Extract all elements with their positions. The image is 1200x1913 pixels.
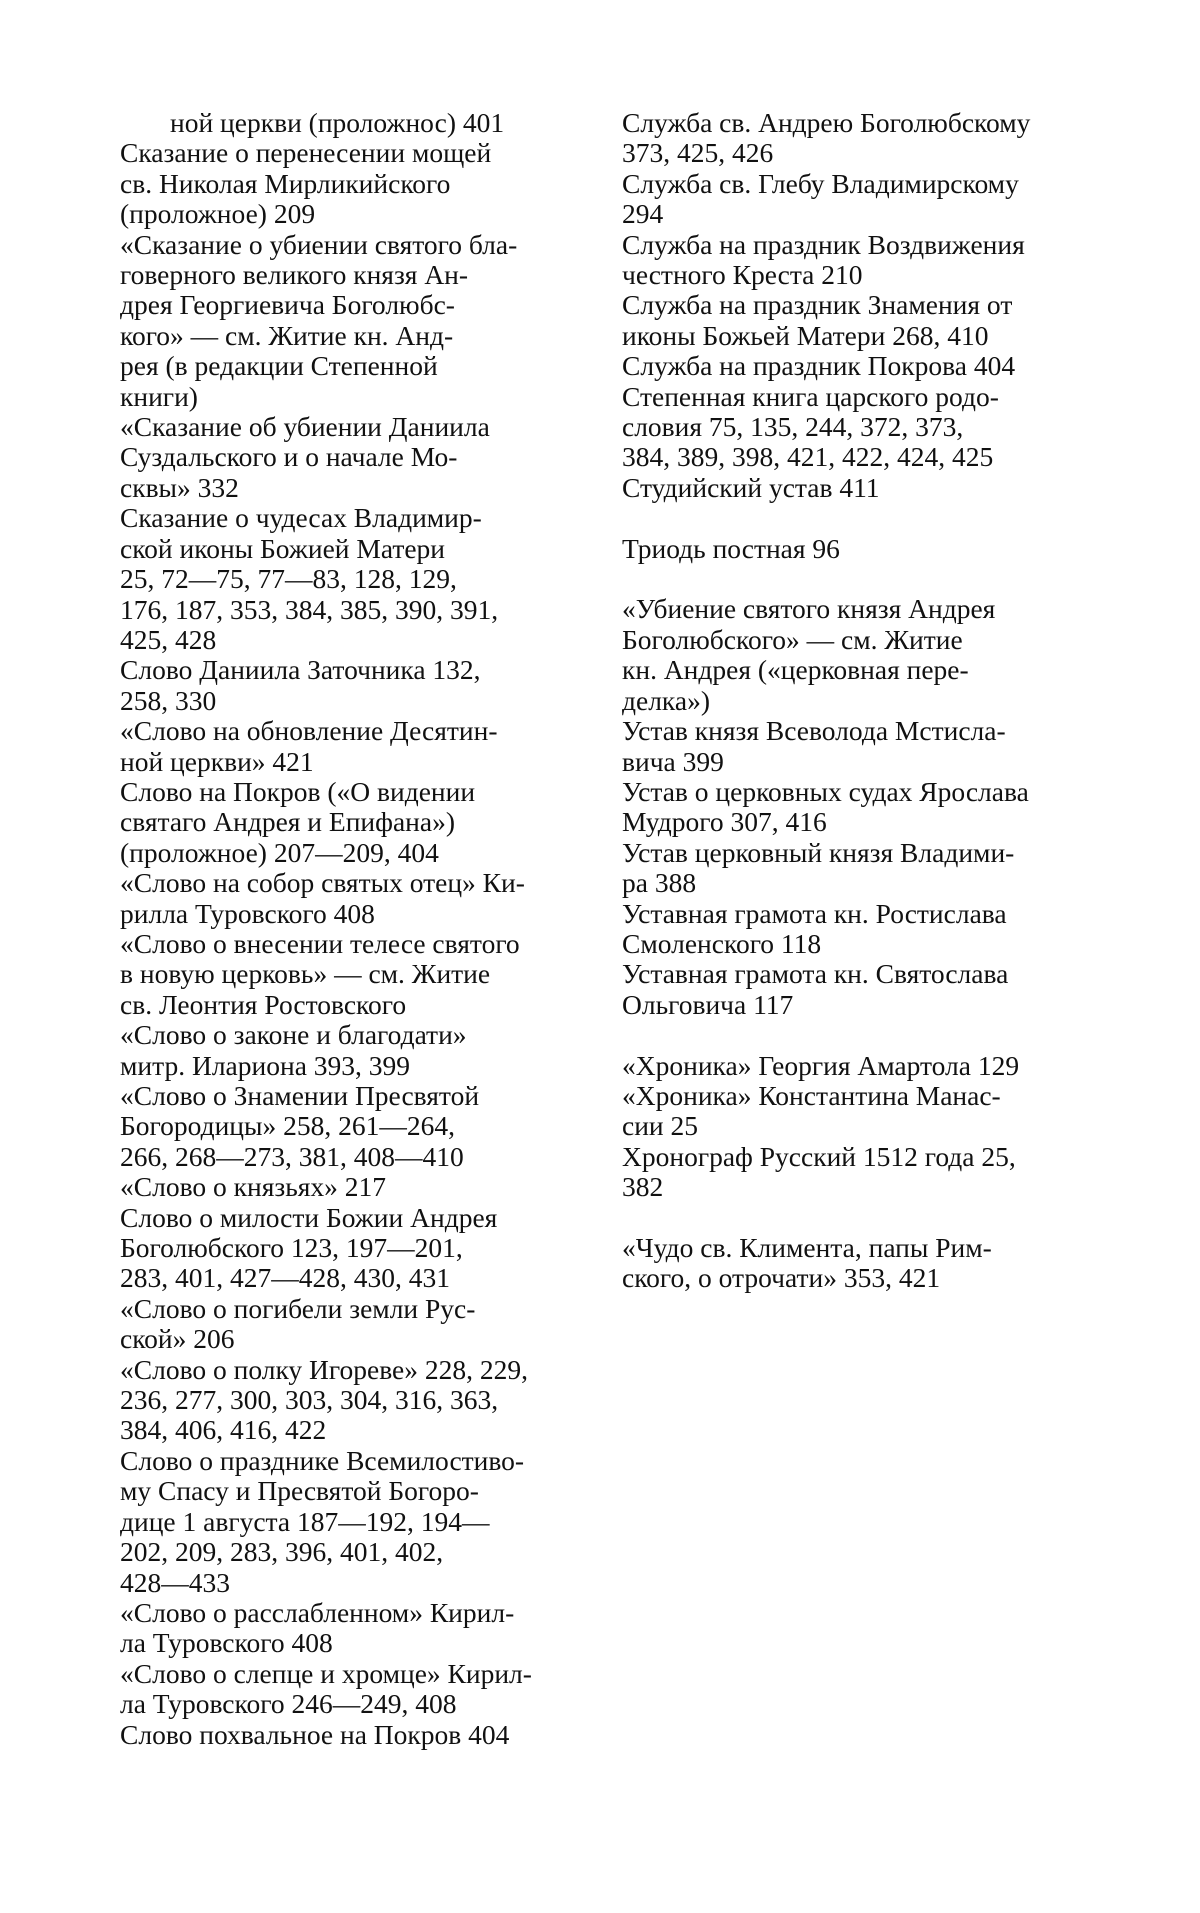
letter-group-gap (622, 1020, 1074, 1050)
index-entry (622, 777, 1074, 838)
index-entry (120, 1203, 570, 1294)
entry-line: Слово на Покров («О видении (170, 777, 570, 807)
entry-line: рилла Туровского 408 (170, 899, 570, 929)
entry-line: Служба на праздник Воздвижения (672, 230, 1074, 260)
index-entry (120, 1172, 570, 1202)
entry-line: 258, 330 (170, 686, 570, 716)
letter-group-gap (622, 503, 1074, 533)
index-entry (622, 1233, 1074, 1294)
index-entry (622, 959, 1074, 1020)
index-entry (622, 594, 1074, 716)
index-entry (622, 1081, 1074, 1142)
entry-line: «Слово о слепце и хромце» Кирил- (170, 1659, 570, 1689)
entry-line: ра 388 (672, 868, 1074, 898)
entry-line: «Чудо св. Климента, папы Рим- (672, 1233, 1074, 1263)
entry-line: «Убиение святого князя Андрея (672, 594, 1074, 624)
entry-line: Суздальского и о начале Мо- (170, 442, 570, 472)
index-entry-continued (120, 108, 570, 138)
entry-line: Служба на праздник Покрова 404 (672, 351, 1074, 381)
entry-line: 384, 406, 416, 422 (170, 1415, 570, 1445)
index-entry (120, 868, 570, 929)
index-entry (120, 929, 570, 1020)
index-entry (622, 290, 1074, 351)
index-entry (622, 473, 1074, 503)
entry-line: Уставная грамота кн. Ростислава (672, 899, 1074, 929)
entry-line: Боголюбского 123, 197—201, (170, 1233, 570, 1263)
index-entry (622, 838, 1074, 899)
entry-line: Хронограф Русский 1512 года 25, (672, 1142, 1074, 1172)
letter-group-gap (622, 564, 1074, 594)
entry-line: «Слово о внесении телесе святого (170, 929, 570, 959)
index-entry (120, 1659, 570, 1720)
entry-line: Служба на праздник Знамения от (672, 290, 1074, 320)
index-entry (622, 108, 1074, 169)
entry-line: ной церкви» 421 (170, 747, 570, 777)
entry-line: 283, 401, 427—428, 430, 431 (170, 1263, 570, 1293)
entry-line: «Слово о законе и благодати» (170, 1020, 570, 1050)
entry-line: ной церкви (проложнос) 401 (170, 107, 504, 138)
entry-line: «Хроника» Константина Манас- (672, 1081, 1074, 1111)
index-column-left (120, 108, 570, 1750)
index-column-right (622, 108, 1074, 1294)
entry-line: Уставная грамота кн. Святослава (672, 959, 1074, 989)
entry-line: Устав о церковных судах Ярослава (672, 777, 1074, 807)
entry-line: «Сказание об убиении Даниила (170, 412, 570, 442)
entry-line: книги) (170, 382, 570, 412)
index-entry (120, 1081, 570, 1172)
index-entry (622, 1051, 1074, 1081)
index-entry (622, 716, 1074, 777)
entry-line: святаго Андрея и Епифана») (170, 807, 570, 837)
entry-line: 294 (672, 199, 1074, 229)
index-entry (120, 1355, 570, 1446)
entry-line: делка») (672, 686, 1074, 716)
entry-line: «Сказание о убиении святого бла- (170, 230, 570, 260)
index-entry (120, 138, 570, 229)
entry-line: Устав князя Всеволода Мстисла- (672, 716, 1074, 746)
entry-line: 382 (672, 1172, 1074, 1202)
entry-line: иконы Божьей Матери 268, 410 (672, 321, 1074, 351)
entry-line: «Слово о погибели земли Рус- (170, 1294, 570, 1324)
entry-line: дрея Георгиевича Боголюбс- (170, 290, 570, 320)
entry-line: 176, 187, 353, 384, 385, 390, 391, (170, 595, 570, 625)
entry-line: Слово о милости Божии Андрея (170, 1203, 570, 1233)
entry-line: 236, 277, 300, 303, 304, 316, 363, (170, 1385, 570, 1415)
entry-line: (проложное) 209 (170, 199, 570, 229)
entry-line: «Слово о расслабленном» Кирил- (170, 1598, 570, 1628)
entry-line: ской» 206 (170, 1324, 570, 1354)
entry-line: «Слово о князьях» 217 (170, 1172, 570, 1202)
entry-line: ла Туровского 246—249, 408 (170, 1689, 570, 1719)
entry-line: «Слово на обновление Десятин- (170, 716, 570, 746)
entry-line: Триодь постная 96 (672, 534, 1074, 564)
entry-line: сии 25 (672, 1111, 1074, 1141)
letter-group-gap (622, 1203, 1074, 1233)
entry-line: Мудрого 307, 416 (672, 807, 1074, 837)
entry-line: в новую церковь» — см. Житие (170, 959, 570, 989)
index-entry (622, 169, 1074, 230)
index-entry (120, 1020, 570, 1081)
entry-line: сквы» 332 (170, 473, 570, 503)
index-entry (622, 230, 1074, 291)
entry-line: честного Креста 210 (672, 260, 1074, 290)
entry-line: (проложное) 207—209, 404 (170, 838, 570, 868)
entry-line: «Слово на собор святых отец» Ки- (170, 868, 570, 898)
entry-line: ского, о отрочати» 353, 421 (672, 1263, 1074, 1293)
entry-line: Слово похвальное на Покров 404 (170, 1720, 570, 1750)
entry-line: говерного великого князя Ан- (170, 260, 570, 290)
entry-line: Слово о празднике Всемилостиво- (170, 1446, 570, 1476)
entry-line: 373, 425, 426 (672, 138, 1074, 168)
entry-line: ской иконы Божией Матери (170, 534, 570, 564)
entry-line: Студийский устав 411 (672, 473, 1074, 503)
entry-line: «Хроника» Георгия Амартола 129 (672, 1051, 1074, 1081)
index-entry (120, 777, 570, 868)
entry-line: Устав церковный князя Владими- (672, 838, 1074, 868)
index-entry (622, 1142, 1074, 1203)
entry-line: 266, 268—273, 381, 408—410 (170, 1142, 570, 1172)
entry-line: Сказание о перенесении мощей (170, 138, 570, 168)
index-entry (120, 230, 570, 412)
entry-line: 425, 428 (170, 625, 570, 655)
index-entry (120, 1294, 570, 1355)
entry-line: 384, 389, 398, 421, 422, 424, 425 (672, 442, 1074, 472)
entry-line: Богородицы» 258, 261—264, (170, 1111, 570, 1141)
index-entry (120, 1446, 570, 1598)
entry-line: Сказание о чудесах Владимир- (170, 503, 570, 533)
index-entry (120, 412, 570, 503)
index-page (0, 0, 1200, 1913)
entry-line: Смоленского 118 (672, 929, 1074, 959)
entry-line: рея (в редакции Степенной (170, 351, 570, 381)
entry-line: кого» — см. Житие кн. Анд- (170, 321, 570, 351)
entry-line: 428—433 (170, 1568, 570, 1598)
entry-line: дице 1 августа 187—192, 194— (170, 1507, 570, 1537)
entry-line: Степенная книга царского родо- (672, 382, 1074, 412)
index-entry (622, 351, 1074, 381)
index-entry (622, 534, 1074, 564)
entry-line: Боголюбского» — см. Житие (672, 625, 1074, 655)
entry-line: Служба св. Андрею Боголюбскому (672, 108, 1074, 138)
index-entry (120, 503, 570, 655)
entry-line: Служба св. Глебу Владимирскому (672, 169, 1074, 199)
entry-line: «Слово о полку Игореве» 228, 229, (170, 1355, 570, 1385)
entry-line: ла Туровского 408 (170, 1628, 570, 1658)
index-entry (120, 1720, 570, 1750)
entry-line: св. Николая Мирликийского (170, 169, 570, 199)
entry-line: Ольговича 117 (672, 990, 1074, 1020)
entry-line: митр. Илариона 393, 399 (170, 1051, 570, 1081)
entry-line: словия 75, 135, 244, 372, 373, (672, 412, 1074, 442)
index-entry (120, 1598, 570, 1659)
entry-line: му Спасу и Пресвятой Богоро- (170, 1476, 570, 1506)
index-entry (120, 655, 570, 716)
entry-line: кн. Андрея («церковная пере- (672, 655, 1074, 685)
entry-line: Слово Даниила Заточника 132, (170, 655, 570, 685)
entry-line: 202, 209, 283, 396, 401, 402, (170, 1537, 570, 1567)
entry-line: вича 399 (672, 747, 1074, 777)
entry-line: «Слово о Знамении Пресвятой (170, 1081, 570, 1111)
entry-line: 25, 72—75, 77—83, 128, 129, (170, 564, 570, 594)
index-entry (120, 716, 570, 777)
index-entry (622, 899, 1074, 960)
index-entry (622, 382, 1074, 473)
entry-line: св. Леонтия Ростовского (170, 990, 570, 1020)
